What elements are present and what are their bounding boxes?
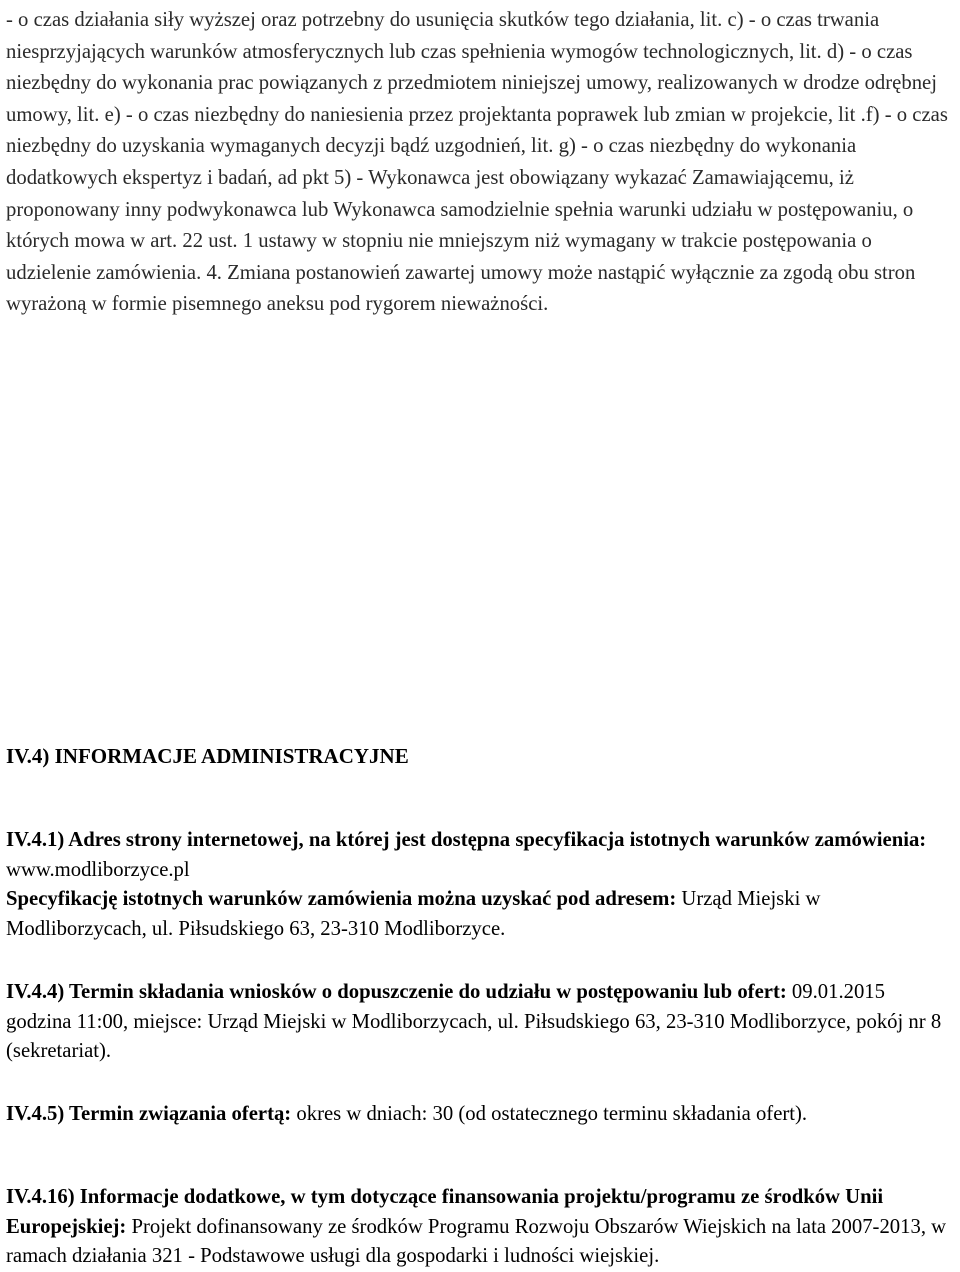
intro-paragraph: - o czas działania siły wyższej oraz potrzebny do usunięcia skutków tego działania, lit. c) - o czas trwania niesprzyjających warunków atmosferycznych lub czas spełnienia wymogów technologicznych, lit. d) - o czas niezbędny do wykonania prac powiązanych z przedmiotem niniejszej umowy, realizowanych w drodze odrębnej umowy, lit. e) - o czas niezbędny do naniesienia przez projektanta poprawek lub zmian w projekcie, lit .f) - o czas niezbędny do uzyskania wymaganych decyzji bądź uzgodnień, lit. g) - o czas niezbędny do wykonania dodatkowych ekspertyz i badań, ad pkt 5) - Wykonawca jest obowiązany wykazać Zamawiającemu, iż proponowany inny podwykonawca lub Wykonawca samodzielnie spełnia warunki udziału w postępowaniu, o których mowa w art. 22 ust. 1 ustawy w stopniu nie mniejszym niż wymagany w trakcie postępowania o udzielenie zamówienia. 4. Zmiana postanowień zawartej umowy może nastąpić wyłącznie za zgodą obu stron wyrażoną w formie pisemnego aneksu pod rygorem nieważności. <box>6 9 948 316</box>
document-page <box>6 0 956 1268</box>
section-4-4-16-label: IV.4.16) Informacje dodatkowe, w tym dotyczące finansowania projektu/programu ze środków Unii Europejskiej: <box>6 1186 884 1238</box>
section-4-4-1-label: IV.4.1) Adres strony internetowej, na której jest dostępna specyfikacja istotnych warunków zamówienia: <box>6 829 927 851</box>
section-4-4-16-value: Projekt dofinansowany ze środków Programu Rozwoju Obszarów Wiejskich na lata 2007-2013, w ramach działania 321 - Podstawowe usługi dla gospodarki i ludności wiejskiej. <box>6 1215 947 1268</box>
section-4-4-5-value: okres w dniach: 30 (od ostatecznego terminu składania ofert). <box>291 1103 808 1125</box>
section-4-4-4-value: 09.01.2015 godzina 11:00, miejsce: Urząd Miejski w Modliborzycach, ul. Piłsudskiego 63, 23-310 Modliborzyce, pokój nr 8 (sekretariat). <box>6 981 942 1063</box>
section-4-4-4-label: IV.4.4) Termin składania wniosków o dopuszczenie do udziału w postępowaniu lub ofert: <box>6 981 787 1003</box>
section-4-4-5 <box>6 1100 951 1130</box>
section-heading-admin: IV.4) INFORMACJE ADMINISTRACYJNE <box>6 744 409 768</box>
section-4-4-5-label: IV.4.5) Termin związania ofertą: <box>6 1103 292 1125</box>
section-4-4-1 <box>6 826 951 945</box>
siwz-address-label: Specyfikację istotnych warunków zamówienia można uzyskać pod adresem: <box>6 888 677 911</box>
section-4-4-4 <box>6 978 951 1067</box>
siwz-address-value: Urząd Miejski w Modliborzycach, ul. Piłsudskiego 63, 23-310 Modliborzyce. <box>6 888 821 941</box>
website-address: www.modliborzyce.pl <box>6 858 190 881</box>
section-4-4-16 <box>6 1183 951 1272</box>
